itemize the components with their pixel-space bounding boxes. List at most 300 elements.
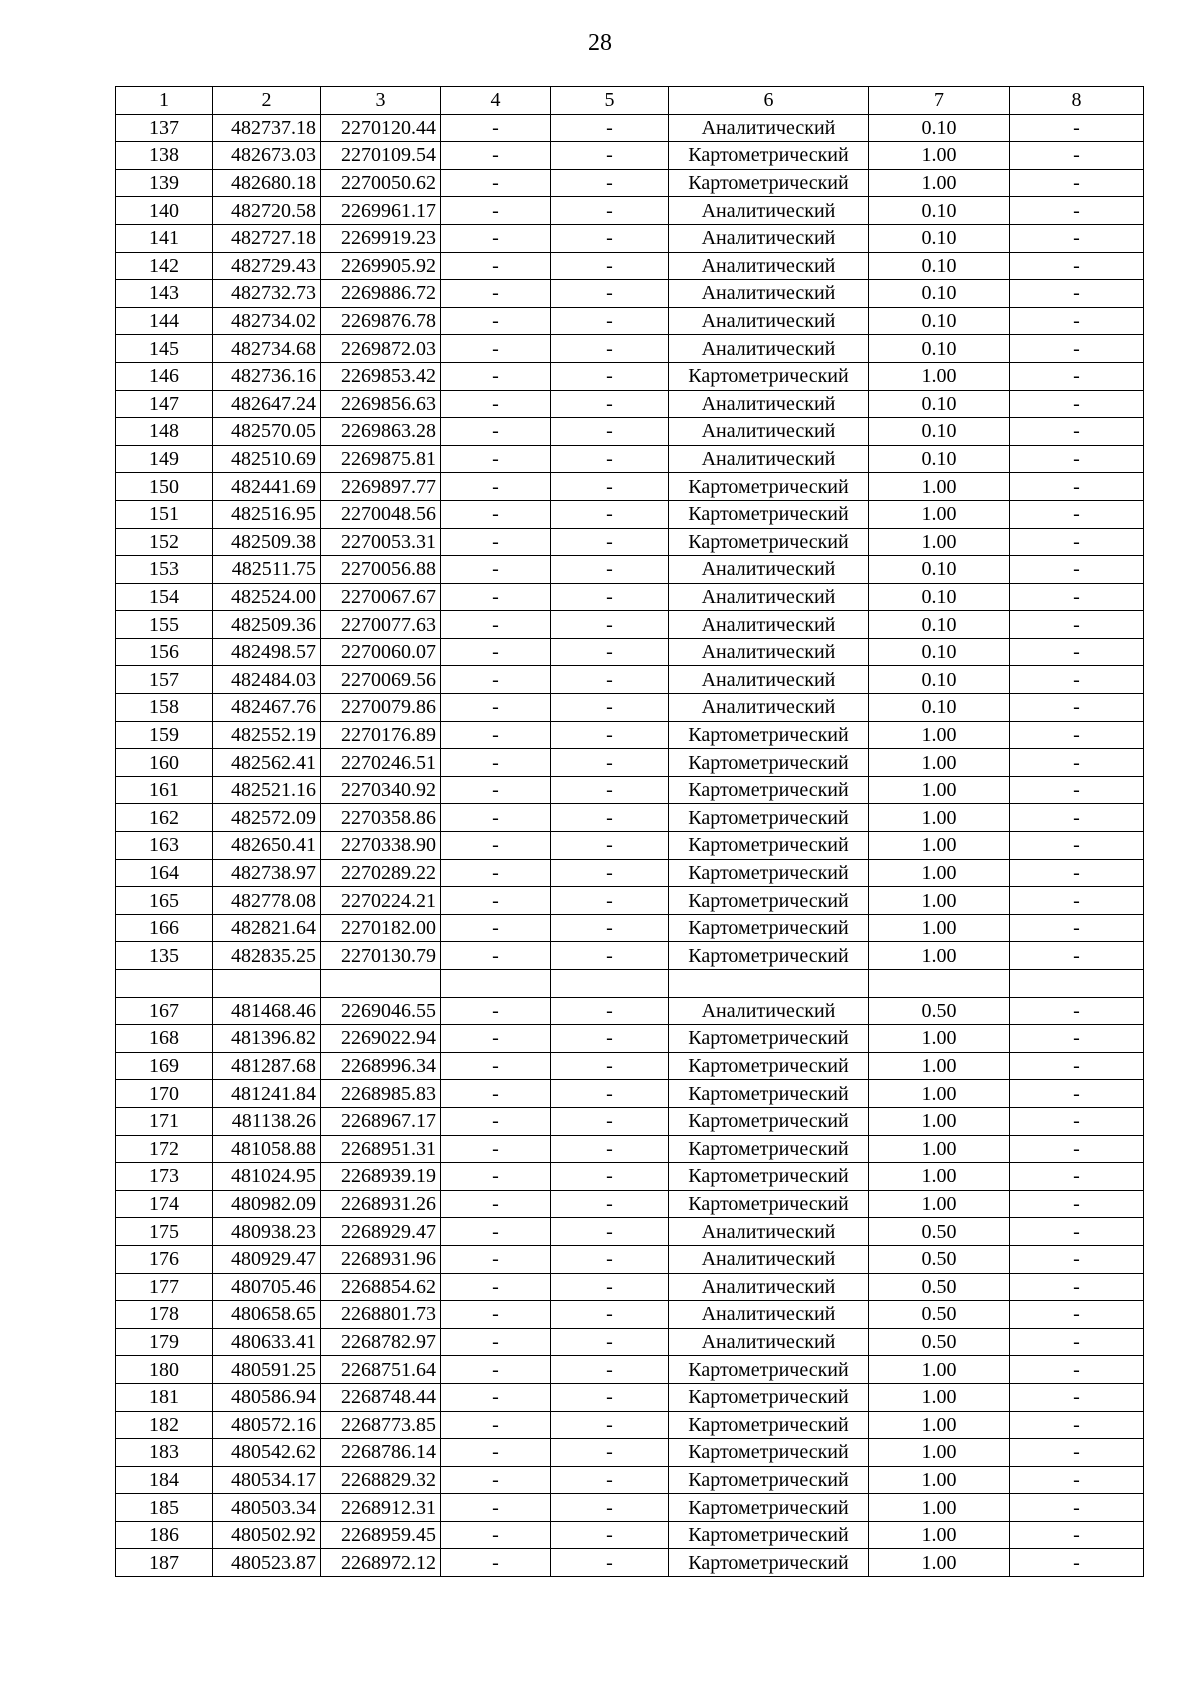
table-cell-col-5: -: [551, 445, 669, 473]
table-cell-col-2: [213, 970, 321, 998]
table-cell-col-2: 482484.03: [213, 666, 321, 694]
table-cell-col-8: -: [1010, 1356, 1144, 1384]
table-cell-col-7: 1.00: [869, 859, 1010, 887]
table-cell-col-4: -: [441, 114, 551, 142]
table-cell-col-2: 482552.19: [213, 721, 321, 749]
table-cell-col-8: -: [1010, 1052, 1144, 1080]
table-cell-col-8: -: [1010, 197, 1144, 225]
table-row: [116, 169, 1144, 197]
table-cell-col-6: Аналитический: [669, 694, 869, 722]
table-cell-col-5: -: [551, 1107, 669, 1135]
table-cell-col-5: -: [551, 914, 669, 942]
table-cell-col-3: 2268782.97: [321, 1328, 441, 1356]
table-cell-col-5: -: [551, 1439, 669, 1467]
table-cell-col-2: 480572.16: [213, 1411, 321, 1439]
table-cell-col-7: 0.10: [869, 638, 1010, 666]
table-cell-col-8: -: [1010, 1328, 1144, 1356]
table-cell-col-6: Аналитический: [669, 1218, 869, 1246]
table-cell-col-7: 0.10: [869, 390, 1010, 418]
table-cell-col-4: -: [441, 1025, 551, 1053]
table-cell-col-1: 176: [116, 1245, 213, 1273]
table-cell-col-7: 1.00: [869, 1549, 1010, 1577]
table-cell-col-5: -: [551, 1328, 669, 1356]
table-cell-col-3: 2269856.63: [321, 390, 441, 418]
table-cell-col-4: -: [441, 749, 551, 777]
table-row: [116, 556, 1144, 584]
table-cell-col-3: 2268939.19: [321, 1163, 441, 1191]
table-cell-col-7: 1.00: [869, 1163, 1010, 1191]
table-cell-col-7: 1.00: [869, 473, 1010, 501]
table-cell-col-4: -: [441, 307, 551, 335]
table-row: [116, 666, 1144, 694]
table-cell-col-4: -: [441, 473, 551, 501]
table-cell-col-3: 2268972.12: [321, 1549, 441, 1577]
table-cell-col-7: 1.00: [869, 832, 1010, 860]
table-cell-col-5: -: [551, 169, 669, 197]
table-cell-col-8: [1010, 970, 1144, 998]
table-cell-col-6: Картометрический: [669, 832, 869, 860]
table-cell-col-7: 1.00: [869, 887, 1010, 915]
table-cell-col-1: 159: [116, 721, 213, 749]
table-cell-col-8: -: [1010, 528, 1144, 556]
table-cell-col-8: -: [1010, 1107, 1144, 1135]
table-cell-col-6: Аналитический: [669, 556, 869, 584]
table-cell-col-8: -: [1010, 1301, 1144, 1329]
table-cell-col-5: [551, 970, 669, 998]
table-cell-col-2: 480503.34: [213, 1494, 321, 1522]
table-cell-col-5: -: [551, 528, 669, 556]
table-cell-col-3: 2270182.00: [321, 914, 441, 942]
table-cell-col-3: 2270340.92: [321, 776, 441, 804]
table-cell-col-7: 1.00: [869, 776, 1010, 804]
table-cell-col-8: -: [1010, 942, 1144, 970]
table-cell-col-1: 144: [116, 307, 213, 335]
table-row: [116, 1439, 1144, 1467]
table-row: [116, 1411, 1144, 1439]
table-cell-col-6: Аналитический: [669, 114, 869, 142]
table-cell-col-4: -: [441, 252, 551, 280]
table-row: [116, 638, 1144, 666]
table-row: [116, 1273, 1144, 1301]
table-cell-col-5: -: [551, 1521, 669, 1549]
table-cell-col-3: 2269863.28: [321, 418, 441, 446]
table-row: [116, 1301, 1144, 1329]
table-cell-col-3: 2270079.86: [321, 694, 441, 722]
table-cell-col-6: Аналитический: [669, 418, 869, 446]
table-cell-col-2: 482647.24: [213, 390, 321, 418]
column-header-2: 2: [213, 87, 321, 115]
table-cell-col-3: 2268996.34: [321, 1052, 441, 1080]
column-header-6: 6: [669, 87, 869, 115]
table-cell-col-2: 482729.43: [213, 252, 321, 280]
table-cell-col-1: 184: [116, 1466, 213, 1494]
table-cell-col-4: -: [441, 362, 551, 390]
table-row: [116, 721, 1144, 749]
table-cell-col-6: Картометрический: [669, 942, 869, 970]
table-row: [116, 832, 1144, 860]
table-cell-col-4: -: [441, 1052, 551, 1080]
table-cell-col-2: 482738.97: [213, 859, 321, 887]
table-cell-col-7: 1.00: [869, 914, 1010, 942]
table-row: [116, 1521, 1144, 1549]
table-cell-col-2: 481138.26: [213, 1107, 321, 1135]
table-cell-col-2: 482509.38: [213, 528, 321, 556]
table-cell-col-7: 0.10: [869, 611, 1010, 639]
table-cell-col-2: 482720.58: [213, 197, 321, 225]
table-cell-col-1: 162: [116, 804, 213, 832]
table-cell-col-5: -: [551, 114, 669, 142]
column-header-5: 5: [551, 87, 669, 115]
table-cell-col-1: 143: [116, 280, 213, 308]
table-cell-col-5: -: [551, 1273, 669, 1301]
table-cell-col-8: -: [1010, 418, 1144, 446]
table-cell-col-7: 1.00: [869, 1080, 1010, 1108]
table-cell-col-5: -: [551, 1494, 669, 1522]
table-cell-col-4: -: [441, 1301, 551, 1329]
table-header: [116, 87, 1144, 115]
table-cell-col-1: 150: [116, 473, 213, 501]
table-cell-col-6: Картометрический: [669, 804, 869, 832]
table-cell-col-6: Картометрический: [669, 1025, 869, 1053]
table-cell-col-7: 1.00: [869, 1383, 1010, 1411]
table-cell-col-1: 174: [116, 1190, 213, 1218]
table-cell-col-8: -: [1010, 390, 1144, 418]
table-cell-col-5: -: [551, 335, 669, 363]
table-cell-col-6: Картометрический: [669, 142, 869, 170]
table-cell-col-8: -: [1010, 445, 1144, 473]
table-cell-col-7: 0.50: [869, 997, 1010, 1025]
table-cell-col-5: -: [551, 1301, 669, 1329]
table-cell-col-6: Аналитический: [669, 335, 869, 363]
table-cell-col-6: Картометрический: [669, 1135, 869, 1163]
table-cell-col-3: 2268967.17: [321, 1107, 441, 1135]
table-cell-col-7: 0.50: [869, 1328, 1010, 1356]
table-cell-col-4: -: [441, 832, 551, 860]
table-cell-col-5: -: [551, 1163, 669, 1191]
table-cell-col-4: -: [441, 1549, 551, 1577]
table-cell-col-6: Картометрический: [669, 528, 869, 556]
table-cell-col-3: [321, 970, 441, 998]
table-cell-col-8: -: [1010, 583, 1144, 611]
table-cell-col-8: -: [1010, 1466, 1144, 1494]
table-row: [116, 1080, 1144, 1108]
table-cell-col-7: 1.00: [869, 528, 1010, 556]
table-row: [116, 583, 1144, 611]
table-cell-col-4: -: [441, 169, 551, 197]
table-cell-col-4: -: [441, 445, 551, 473]
table-cell-col-1: 145: [116, 335, 213, 363]
table-cell-col-2: 482727.18: [213, 224, 321, 252]
table-cell-col-1: 141: [116, 224, 213, 252]
table-cell-col-5: -: [551, 1135, 669, 1163]
table-cell-col-4: -: [441, 1411, 551, 1439]
table-cell-col-6: Аналитический: [669, 666, 869, 694]
table-cell-col-1: 156: [116, 638, 213, 666]
table-cell-col-8: -: [1010, 804, 1144, 832]
table-cell-col-5: -: [551, 887, 669, 915]
table-cell-col-3: 2270067.67: [321, 583, 441, 611]
table-cell-col-8: -: [1010, 776, 1144, 804]
table-cell-col-2: 482734.02: [213, 307, 321, 335]
table-cell-col-6: Картометрический: [669, 1190, 869, 1218]
table-row: [116, 142, 1144, 170]
table-cell-col-4: -: [441, 1273, 551, 1301]
table-cell-col-2: 480586.94: [213, 1383, 321, 1411]
table-cell-col-5: -: [551, 142, 669, 170]
table-cell-col-1: 182: [116, 1411, 213, 1439]
table-cell-col-1: 169: [116, 1052, 213, 1080]
table-cell-col-3: 2270176.89: [321, 721, 441, 749]
table-cell-col-5: -: [551, 1080, 669, 1108]
table-cell-col-7: [869, 970, 1010, 998]
table-cell-col-8: -: [1010, 1080, 1144, 1108]
table-cell-col-4: -: [441, 638, 551, 666]
table-cell-col-2: 482778.08: [213, 887, 321, 915]
table-cell-col-6: Аналитический: [669, 611, 869, 639]
table-cell-col-3: 2270053.31: [321, 528, 441, 556]
table-cell-col-5: -: [551, 1025, 669, 1053]
table-cell-col-3: 2268751.64: [321, 1356, 441, 1384]
table-cell-col-1: 172: [116, 1135, 213, 1163]
table-cell-col-1: 153: [116, 556, 213, 584]
table-cell-col-6: Аналитический: [669, 583, 869, 611]
table-cell-col-8: -: [1010, 1411, 1144, 1439]
table-cell-col-2: 481241.84: [213, 1080, 321, 1108]
table-row: [116, 528, 1144, 556]
table-cell-col-3: 2270077.63: [321, 611, 441, 639]
table-row: [116, 1466, 1144, 1494]
table-cell-col-5: -: [551, 1190, 669, 1218]
table-cell-col-4: -: [441, 611, 551, 639]
table-cell-col-1: 180: [116, 1356, 213, 1384]
table-cell-col-3: 2268985.83: [321, 1080, 441, 1108]
table-cell-col-7: 1.00: [869, 1494, 1010, 1522]
table-cell-col-7: 1.00: [869, 804, 1010, 832]
table-cell-col-7: 1.00: [869, 1052, 1010, 1080]
table-cell-col-3: 2268912.31: [321, 1494, 441, 1522]
table-cell-col-8: -: [1010, 252, 1144, 280]
table-cell-col-5: -: [551, 832, 669, 860]
table-row: [116, 362, 1144, 390]
table-cell-col-5: -: [551, 1245, 669, 1273]
table-cell-col-5: -: [551, 942, 669, 970]
table-cell-col-8: -: [1010, 224, 1144, 252]
table-cell-col-7: 1.00: [869, 1439, 1010, 1467]
table-cell-col-6: Картометрический: [669, 859, 869, 887]
table-cell-col-8: -: [1010, 1218, 1144, 1246]
table-cell-col-5: -: [551, 583, 669, 611]
table-cell-col-3: 2270050.62: [321, 169, 441, 197]
table-cell-col-1: 185: [116, 1494, 213, 1522]
table-cell-col-5: -: [551, 473, 669, 501]
table-cell-col-7: 1.00: [869, 1107, 1010, 1135]
table-cell-col-8: -: [1010, 914, 1144, 942]
table-cell-col-7: 0.10: [869, 556, 1010, 584]
table-row: [116, 1328, 1144, 1356]
table-cell-col-5: -: [551, 1052, 669, 1080]
table-cell-col-4: -: [441, 694, 551, 722]
table-cell-col-6: Аналитический: [669, 445, 869, 473]
table-cell-col-2: 482467.76: [213, 694, 321, 722]
table-cell-col-6: Картометрический: [669, 473, 869, 501]
table-cell-col-8: -: [1010, 832, 1144, 860]
table-cell-col-8: -: [1010, 142, 1144, 170]
table-cell-col-1: 163: [116, 832, 213, 860]
table-cell-col-7: 1.00: [869, 942, 1010, 970]
table-cell-col-7: 1.00: [869, 1135, 1010, 1163]
table-cell-col-2: 481024.95: [213, 1163, 321, 1191]
table-cell-col-3: 2270060.07: [321, 638, 441, 666]
table-cell-col-1: 177: [116, 1273, 213, 1301]
table-cell-col-1: 137: [116, 114, 213, 142]
table-cell-col-8: -: [1010, 1383, 1144, 1411]
table-row: [116, 252, 1144, 280]
table-row: [116, 749, 1144, 777]
table-cell-col-5: -: [551, 1411, 669, 1439]
table-cell-col-2: 480534.17: [213, 1466, 321, 1494]
table-cell-col-1: 147: [116, 390, 213, 418]
table-cell-col-5: -: [551, 390, 669, 418]
table-cell-col-6: Картометрический: [669, 1356, 869, 1384]
table-cell-col-3: 2269875.81: [321, 445, 441, 473]
table-cell-col-5: -: [551, 224, 669, 252]
table-cell-col-7: 0.10: [869, 224, 1010, 252]
table-cell-col-7: 1.00: [869, 142, 1010, 170]
table-cell-col-2: 482441.69: [213, 473, 321, 501]
table-cell-col-6: Аналитический: [669, 197, 869, 225]
table-cell-col-3: 2269853.42: [321, 362, 441, 390]
table-cell-col-8: -: [1010, 859, 1144, 887]
table-cell-col-5: -: [551, 776, 669, 804]
table-cell-col-8: -: [1010, 556, 1144, 584]
table-cell-col-6: Картометрический: [669, 1080, 869, 1108]
table-cell-col-6: Аналитический: [669, 307, 869, 335]
table-cell-col-1: 171: [116, 1107, 213, 1135]
table-cell-col-4: -: [441, 197, 551, 225]
table-cell-col-8: -: [1010, 1549, 1144, 1577]
table-cell-col-6: Картометрический: [669, 776, 869, 804]
table-row: [116, 804, 1144, 832]
table-cell-col-1: 187: [116, 1549, 213, 1577]
table-row: [116, 1356, 1144, 1384]
table-cell-col-5: -: [551, 611, 669, 639]
table-cell-col-6: Картометрический: [669, 1466, 869, 1494]
table-cell-col-3: 2268773.85: [321, 1411, 441, 1439]
table-cell-col-3: 2268854.62: [321, 1273, 441, 1301]
table-cell-col-8: -: [1010, 997, 1144, 1025]
table-cell-col-4: -: [441, 583, 551, 611]
column-header-7: 7: [869, 87, 1010, 115]
table-cell-col-2: 482510.69: [213, 445, 321, 473]
table-cell-col-3: 2270130.79: [321, 942, 441, 970]
table-row: [116, 1135, 1144, 1163]
table-cell-col-6: Аналитический: [669, 1245, 869, 1273]
table-cell-col-8: -: [1010, 1494, 1144, 1522]
table-cell-col-5: -: [551, 556, 669, 584]
table-cell-col-4: -: [441, 280, 551, 308]
table-cell-col-7: 0.10: [869, 252, 1010, 280]
table-cell-col-1: [116, 970, 213, 998]
table-cell-col-1: 155: [116, 611, 213, 639]
table-cell-col-3: 2268931.96: [321, 1245, 441, 1273]
table-cell-col-2: 482521.16: [213, 776, 321, 804]
table-cell-col-2: 482572.09: [213, 804, 321, 832]
table-cell-col-8: -: [1010, 1163, 1144, 1191]
table-cell-col-8: -: [1010, 1273, 1144, 1301]
column-header-4: 4: [441, 87, 551, 115]
table-cell-col-4: -: [441, 390, 551, 418]
table-cell-col-1: 183: [116, 1439, 213, 1467]
table-cell-col-4: -: [441, 142, 551, 170]
table-row: [116, 473, 1144, 501]
table-cell-col-4: -: [441, 224, 551, 252]
table-cell-col-4: -: [441, 887, 551, 915]
table-cell-col-2: 480658.65: [213, 1301, 321, 1329]
table-cell-col-8: -: [1010, 611, 1144, 639]
table-cell-col-7: 1.00: [869, 1466, 1010, 1494]
table-row: [116, 1107, 1144, 1135]
table-cell-col-4: -: [441, 666, 551, 694]
coordinates-table: [115, 86, 1144, 1577]
table-cell-col-4: -: [441, 914, 551, 942]
table-cell-col-2: 481287.68: [213, 1052, 321, 1080]
table-cell-col-2: 482516.95: [213, 500, 321, 528]
table-cell-col-1: 170: [116, 1080, 213, 1108]
table-cell-col-3: 2270289.22: [321, 859, 441, 887]
table-cell-col-7: 0.10: [869, 445, 1010, 473]
table-cell-col-8: -: [1010, 473, 1144, 501]
table-cell-col-7: 1.00: [869, 1356, 1010, 1384]
table-cell-col-2: 481058.88: [213, 1135, 321, 1163]
table-cell-col-1: 167: [116, 997, 213, 1025]
table-cell-col-8: -: [1010, 638, 1144, 666]
table-cell-col-2: 482736.16: [213, 362, 321, 390]
table-cell-col-4: -: [441, 1190, 551, 1218]
table-cell-col-6: Картометрический: [669, 1107, 869, 1135]
table-cell-col-3: 2270069.56: [321, 666, 441, 694]
table-cell-col-4: [441, 970, 551, 998]
table-cell-col-7: 1.00: [869, 500, 1010, 528]
column-header-8: 8: [1010, 87, 1144, 115]
table-cell-col-4: -: [441, 1328, 551, 1356]
table-cell-col-5: -: [551, 252, 669, 280]
table-cell-col-1: 178: [116, 1301, 213, 1329]
table-cell-col-6: Аналитический: [669, 1301, 869, 1329]
table-cell-col-1: 152: [116, 528, 213, 556]
table-cell-col-1: 149: [116, 445, 213, 473]
table-cell-col-3: 2269872.03: [321, 335, 441, 363]
table-cell-col-6: Картометрический: [669, 1383, 869, 1411]
table-cell-col-6: Картометрический: [669, 1549, 869, 1577]
table-cell-col-1: 173: [116, 1163, 213, 1191]
table-cell-col-8: -: [1010, 169, 1144, 197]
table-row: [116, 887, 1144, 915]
table-row: [116, 1190, 1144, 1218]
table-cell-col-4: -: [441, 1356, 551, 1384]
table-row: [116, 500, 1144, 528]
table-cell-col-7: 0.50: [869, 1218, 1010, 1246]
table-cell-col-2: 482650.41: [213, 832, 321, 860]
table-cell-col-6: Картометрический: [669, 1411, 869, 1439]
table-cell-col-4: -: [441, 418, 551, 446]
table-cell-col-2: 480542.62: [213, 1439, 321, 1467]
table-cell-col-1: 148: [116, 418, 213, 446]
table-cell-col-2: 480633.41: [213, 1328, 321, 1356]
table-cell-col-5: -: [551, 1356, 669, 1384]
table-cell-col-8: -: [1010, 280, 1144, 308]
table-cell-col-3: 2270338.90: [321, 832, 441, 860]
header-row: [116, 87, 1144, 115]
